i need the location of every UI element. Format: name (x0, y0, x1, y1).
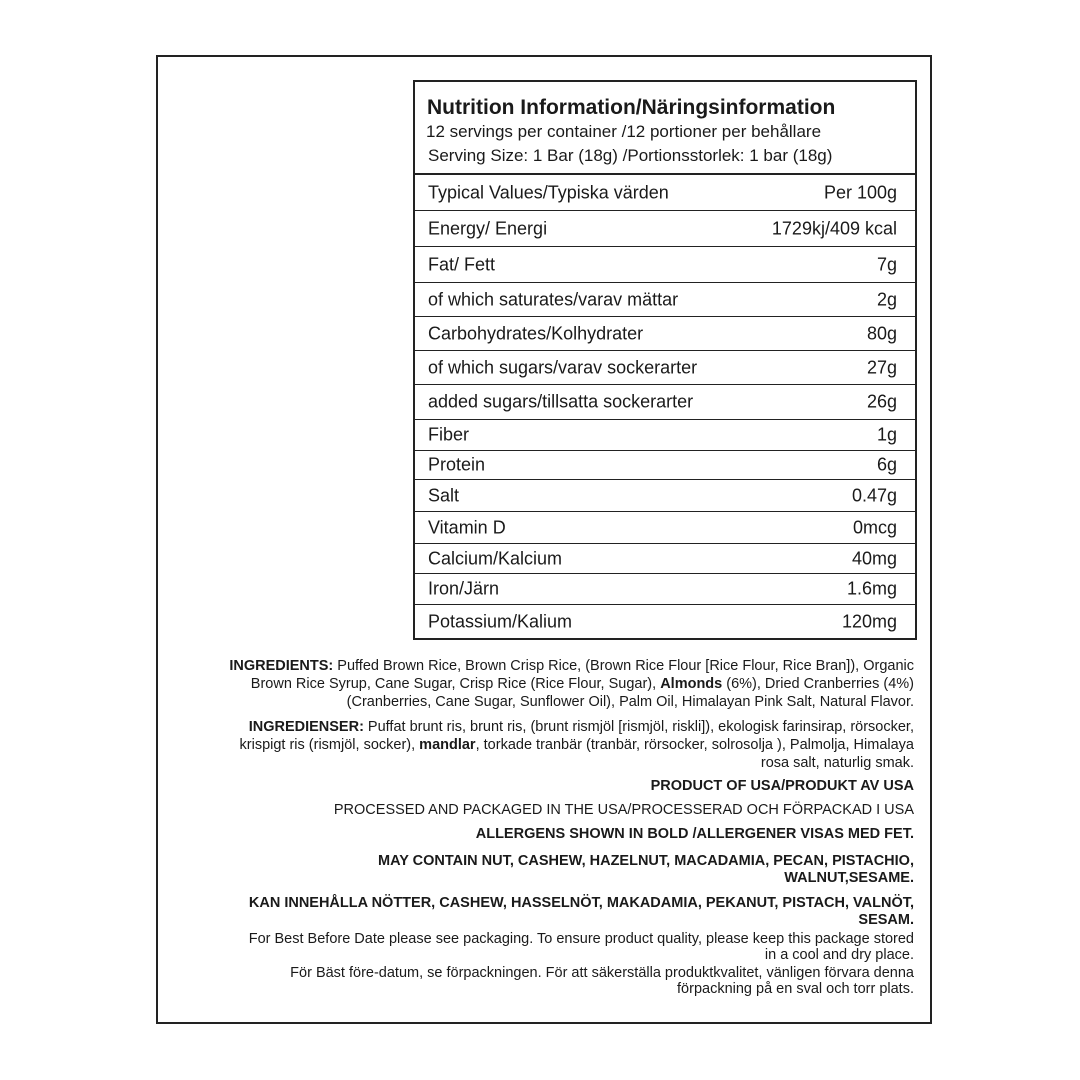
ingredients-en-line-2: Brown Rice Syrup, Cane Sugar, Crisp Rice (Rice Flour, Sugar), Almonds (6%), Dried Cranberries (4%) (250, 676, 914, 692)
servings-per-container: 12 servings per container /12 portioner per behållare (426, 122, 822, 141)
nutrient-label: Vitamin D (428, 517, 506, 537)
nutrition-row (415, 247, 915, 283)
kan-innehalla-line-1: KAN INNEHÅLLA NÖTTER, CASHEW, HASSELNÖT, MAKADAMIA, PEKANUT, PISTACH, VALNÖT, (248, 895, 914, 911)
nutrition-row (415, 211, 915, 247)
nutrient-value: 0.47g (851, 485, 897, 505)
nutrient-value: Per 100g (823, 182, 897, 202)
ingredients-sv-line-3: rosa salt, naturlig smak. (760, 755, 914, 771)
nutrient-value: 0mcg (852, 517, 897, 537)
nutrient-value: 1g (876, 424, 897, 445)
nutrient-label: Iron/Järn (428, 578, 500, 599)
nutrient-label: Typical Values/Typiska värden (428, 182, 669, 202)
may-contain-line-1: MAY CONTAIN NUT, CASHEW, HAZELNUT, MACADAMIA, PECAN, PISTACHIO, (378, 853, 914, 869)
allergen-almonds: Almonds (660, 676, 723, 692)
nutrient-label: Energy/ Energi (428, 218, 548, 238)
nutrient-label: Fiber (428, 424, 470, 445)
nutrient-value: 1.6mg (846, 578, 897, 599)
allergens-note: ALLERGENS SHOWN IN BOLD /ALLERGENER VISAS MED FET. (475, 826, 914, 842)
serving-size: Serving Size: 1 Bar (18g) /Portionsstorlek: 1 bar (18g) (428, 146, 833, 165)
nutrition-header (415, 82, 915, 175)
nutrition-row (415, 451, 915, 480)
allergen-mandlar: mandlar (419, 737, 476, 753)
nutrient-label: Calcium/Kalcium (428, 548, 563, 568)
nutrient-label: Salt (428, 485, 460, 505)
nutrition-row (415, 351, 915, 385)
ingredients-en-line-3: (Cranberries, Cane Sugar, Sunflower Oil), Palm Oil, Himalayan Pink Salt, Natural Flavor. (346, 694, 914, 710)
nutrient-value: 120mg (841, 611, 897, 631)
nutrient-label: of which sugars/varav sockerarter (428, 357, 698, 377)
nutrient-label: Protein (428, 454, 486, 475)
nutrient-value: 2g (876, 289, 897, 309)
best-before-en-line-2: in a cool and dry place. (764, 947, 914, 963)
nutrition-row (415, 420, 915, 451)
ingredients-sv-heading: INGREDIENSER: (248, 719, 364, 735)
best-before-en-line-1: For Best Before Date please see packaging. To ensure product quality, please keep this package stored (248, 931, 914, 947)
ingredients-sv-line-1: INGREDIENSER: Puffat brunt ris, brunt ris, (brunt rismjöl [rismjöl, riskli]), ekologisk farinsirap, rörsocker, (248, 719, 914, 735)
product-of-usa: PRODUCT OF USA/PRODUKT AV USA (650, 778, 914, 794)
nutrition-row (415, 283, 915, 317)
nutrient-value: 80g (866, 323, 897, 343)
nutrient-value: 6g (876, 454, 897, 475)
nutrient-label: added sugars/tillsatta sockerarter (428, 391, 694, 412)
ingredients-en-line-1: INGREDIENTS: Puffed Brown Rice, Brown Crisp Rice, (Brown Rice Flour [Rice Flour, Rice Bran]), Organic (229, 658, 914, 674)
ingredients-sv-line-2: krispigt ris (rismjöl, socker), mandlar, torkade tranbär (tranbär, rörsocker, solrosolja ), Palmolja, Himalaya (239, 737, 914, 753)
nutrient-label: Carbohydrates/Kolhydrater (428, 323, 644, 343)
nutrition-title: Nutrition Information/Näringsinformation (427, 96, 836, 119)
nutrition-row (415, 480, 915, 512)
nutrition-row (415, 605, 915, 638)
nutrition-row (415, 317, 915, 351)
nutrient-value: 40mg (851, 548, 897, 568)
best-before-sv-line-1: För Bäst före-datum, se förpackningen. För att säkerställa produktkvalitet, vänligen förvara denna (290, 965, 914, 981)
nutrient-value: 1729kj/409 kcal (771, 218, 897, 238)
best-before-sv-line-2: förpackning på en sval och torr plats. (677, 981, 914, 997)
nutrient-value: 27g (866, 357, 897, 377)
ingredients-en-heading: INGREDIENTS: (229, 658, 334, 674)
nutrient-label: of which saturates/varav mättar (428, 289, 679, 309)
nutrition-row (415, 574, 915, 605)
may-contain-line-2: WALNUT,SESAME. (784, 870, 914, 886)
nutrient-label: Fat/ Fett (428, 254, 496, 274)
nutrition-row (415, 385, 915, 420)
nutrient-value: 26g (866, 391, 897, 412)
kan-innehalla-line-2: SESAM. (858, 912, 914, 928)
processed-in-usa: PROCESSED AND PACKAGED IN THE USA/PROCESSERAD OCH FÖRPACKAD I USA (333, 802, 914, 818)
nutrition-table (413, 80, 917, 640)
nutrition-row (415, 512, 915, 544)
nutrition-row (415, 544, 915, 574)
nutrient-value: 7g (876, 254, 897, 274)
nutrient-label: Potassium/Kalium (428, 611, 573, 631)
nutrition-row (415, 175, 915, 211)
